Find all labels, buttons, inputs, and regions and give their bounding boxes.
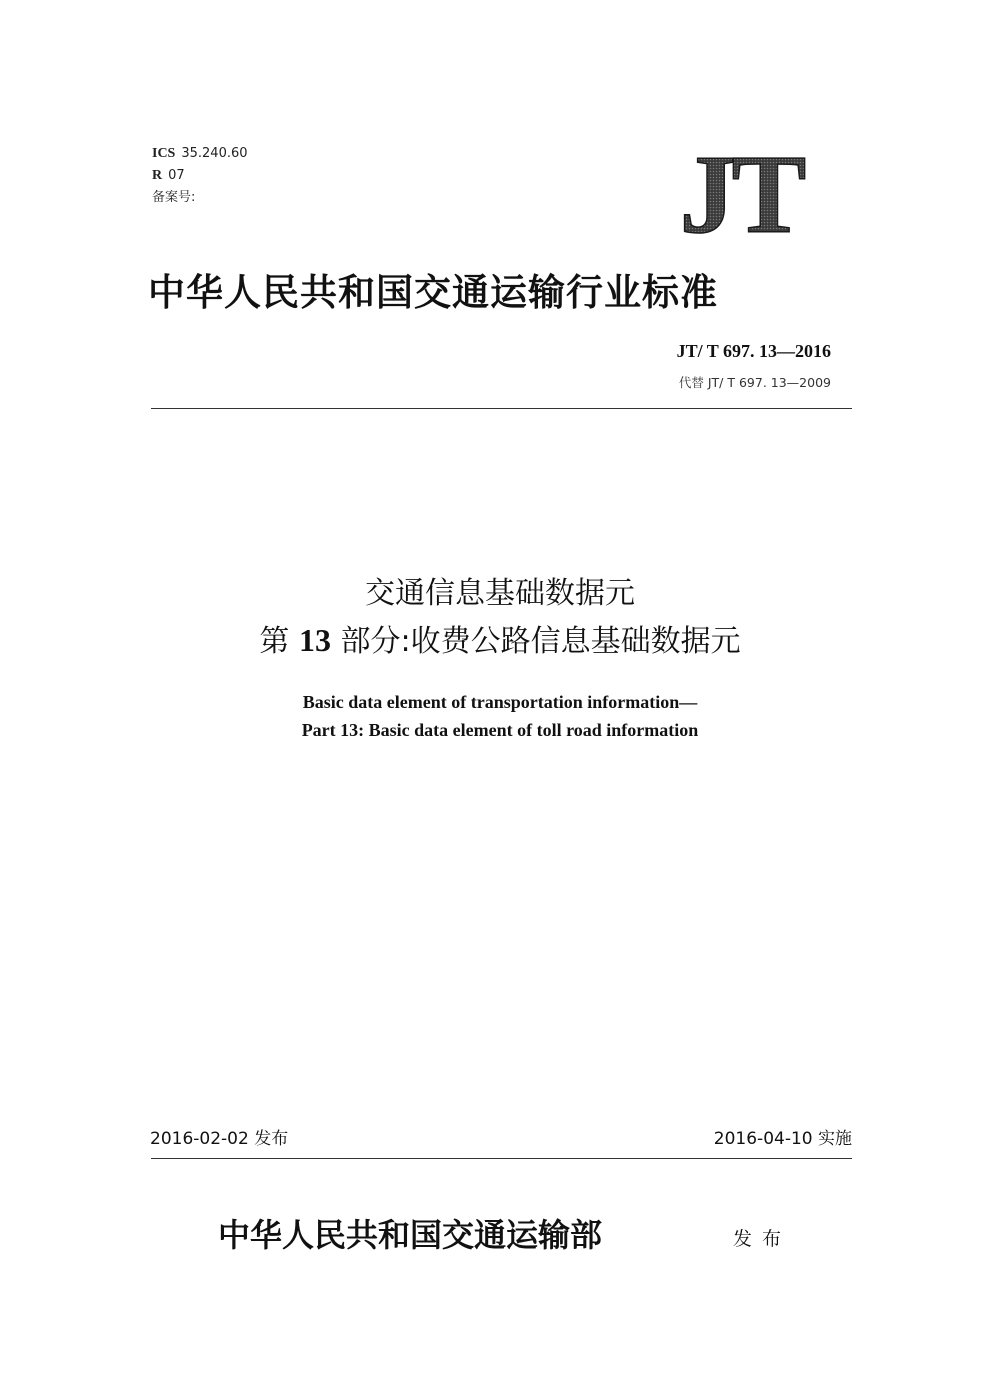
issue-action: 发布 (733, 1228, 792, 1250)
standard-category-title: 中华人民共和国交通运输行业标准 (148, 270, 718, 314)
english-title-line2: Part 13: Basic data element of toll road information (301, 720, 699, 740)
title-part-number: 13 (298, 622, 331, 658)
ccs-value: 07 (168, 168, 185, 183)
header-divider (151, 408, 852, 409)
jt-logo (655, 152, 827, 236)
standard-number: JT/ T 697. 13—2016 (676, 341, 831, 361)
title-part-prefix: 第 (259, 624, 290, 659)
replaces-standard: 代替 JT/ T 697. 13—2009 (678, 375, 831, 390)
ics-value: 35.240.60 (181, 146, 248, 161)
jt-logo-text: JT (679, 152, 803, 236)
ics-label: ICS (152, 146, 176, 161)
document-title-line2 (100, 618, 900, 664)
filing-number (152, 190, 195, 206)
release-date: 2016-02-02 发布 (150, 1129, 289, 1149)
ccs-label: R (152, 168, 163, 183)
ccs-code (152, 168, 185, 184)
document-title-line1: 交通信息基础数据元 (365, 576, 635, 611)
ics-code (152, 146, 248, 162)
title-part-suffix: 部分:收费公路信息基础数据元 (340, 624, 741, 659)
footer-divider (151, 1158, 852, 1159)
issuing-authority: 中华人民共和国交通运输部 (218, 1216, 603, 1254)
implementation-date: 2016-04-10 实施 (713, 1129, 852, 1149)
filing-label: 备案号: (152, 190, 196, 205)
english-title-line1: Basic data element of transportation information— (302, 692, 698, 712)
